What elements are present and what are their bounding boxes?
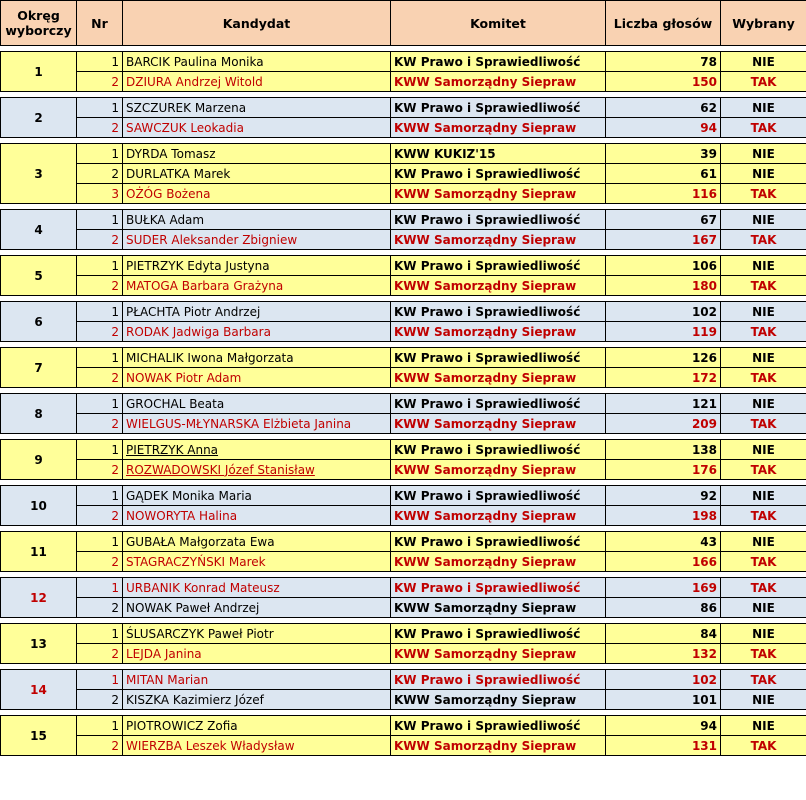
candidate-elected: TAK xyxy=(721,322,806,342)
candidate-elected: TAK xyxy=(721,460,806,480)
candidate-committee: KW Prawo i Sprawiedliwość xyxy=(391,624,606,644)
candidate-name: SAWCZUK Leokadia xyxy=(123,118,391,138)
candidate-row xyxy=(1,716,806,736)
candidate-committee: KW Prawo i Sprawiedliwość xyxy=(391,348,606,368)
candidate-votes: 176 xyxy=(606,460,721,480)
candidate-nr: 1 xyxy=(77,348,123,368)
candidate-committee: KW Prawo i Sprawiedliwość xyxy=(391,98,606,118)
district-number: 2 xyxy=(1,98,77,138)
candidate-name-text: PIETRZYK Anna xyxy=(126,442,219,457)
candidate-name: NOWAK Piotr Adam xyxy=(123,368,391,388)
candidate-committee: KWW Samorządny Siepraw xyxy=(391,72,606,92)
district-number: 3 xyxy=(1,144,77,204)
candidate-elected: TAK xyxy=(721,184,806,204)
candidate-committee: KW Prawo i Sprawiedliwość xyxy=(391,716,606,736)
candidate-elected: NIE xyxy=(721,440,806,460)
candidate-votes: 166 xyxy=(606,552,721,572)
candidate-votes: 150 xyxy=(606,72,721,92)
candidate-nr: 2 xyxy=(77,736,123,756)
candidate-name xyxy=(123,460,391,480)
candidate-elected: NIE xyxy=(721,690,806,710)
candidate-nr: 2 xyxy=(77,276,123,296)
candidate-nr: 2 xyxy=(77,368,123,388)
candidate-nr: 1 xyxy=(77,394,123,414)
candidate-votes: 78 xyxy=(606,52,721,72)
candidate-name: OŻÓG Bożena xyxy=(123,184,391,204)
candidate-name: LEJDA Janina xyxy=(123,644,391,664)
candidate-votes: 169 xyxy=(606,578,721,598)
candidate-elected: NIE xyxy=(721,532,806,552)
candidate-committee: KWW Samorządny Siepraw xyxy=(391,184,606,204)
candidate-name: PŁACHTA Piotr Andrzej xyxy=(123,302,391,322)
candidate-elected: NIE xyxy=(721,52,806,72)
candidate-committee: KW Prawo i Sprawiedliwość xyxy=(391,670,606,690)
district-number: 9 xyxy=(1,440,77,480)
candidate-elected: NIE xyxy=(721,256,806,276)
candidate-elected: NIE xyxy=(721,624,806,644)
candidate-row xyxy=(1,276,806,296)
candidate-name: MICHALIK Iwona Małgorzata xyxy=(123,348,391,368)
candidate-elected: NIE xyxy=(721,210,806,230)
candidate-committee: KWW Samorządny Siepraw xyxy=(391,506,606,526)
candidate-name: DZIURA Andrzej Witold xyxy=(123,72,391,92)
candidate-votes: 167 xyxy=(606,230,721,250)
candidate-votes: 131 xyxy=(606,736,721,756)
candidate-row xyxy=(1,52,806,72)
candidate-votes: 119 xyxy=(606,322,721,342)
candidate-nr: 2 xyxy=(77,460,123,480)
candidate-row xyxy=(1,144,806,164)
candidate-name: NOWORYTA Halina xyxy=(123,506,391,526)
candidate-nr: 1 xyxy=(77,486,123,506)
candidate-row xyxy=(1,578,806,598)
candidate-name: MATOGA Barbara Grażyna xyxy=(123,276,391,296)
candidate-elected: TAK xyxy=(721,644,806,664)
candidate-nr: 2 xyxy=(77,230,123,250)
candidate-name: SZCZUREK Marzena xyxy=(123,98,391,118)
header-glosy: Liczba głosów xyxy=(606,1,721,46)
candidate-committee: KW Prawo i Sprawiedliwość xyxy=(391,486,606,506)
candidate-name: ŚLUSARCZYK Paweł Piotr xyxy=(123,624,391,644)
candidate-nr: 1 xyxy=(77,716,123,736)
candidate-elected: NIE xyxy=(721,302,806,322)
candidate-votes: 101 xyxy=(606,690,721,710)
candidate-row xyxy=(1,552,806,572)
candidate-row xyxy=(1,368,806,388)
candidate-nr: 2 xyxy=(77,72,123,92)
candidate-votes: 121 xyxy=(606,394,721,414)
district-number: 8 xyxy=(1,394,77,434)
candidate-nr: 1 xyxy=(77,144,123,164)
district-number: 4 xyxy=(1,210,77,250)
candidate-name: KISZKA Kazimierz Józef xyxy=(123,690,391,710)
header-kandydat: Kandydat xyxy=(123,1,391,46)
district-number: 1 xyxy=(1,52,77,92)
candidate-name: BARCIK Paulina Monika xyxy=(123,52,391,72)
candidate-elected: TAK xyxy=(721,414,806,434)
candidate-row xyxy=(1,210,806,230)
candidate-elected: TAK xyxy=(721,118,806,138)
candidate-committee: KWW Samorządny Siepraw xyxy=(391,460,606,480)
candidate-row xyxy=(1,440,806,460)
candidate-row xyxy=(1,302,806,322)
candidate-committee: KW Prawo i Sprawiedliwość xyxy=(391,440,606,460)
candidate-committee: KW Prawo i Sprawiedliwość xyxy=(391,578,606,598)
candidate-elected: NIE xyxy=(721,394,806,414)
candidate-elected: NIE xyxy=(721,164,806,184)
candidate-elected: TAK xyxy=(721,506,806,526)
candidate-name: RODAK Jadwiga Barbara xyxy=(123,322,391,342)
candidate-nr: 1 xyxy=(77,578,123,598)
candidate-votes: 102 xyxy=(606,302,721,322)
candidate-row xyxy=(1,394,806,414)
candidate-name: DURLATKA Marek xyxy=(123,164,391,184)
candidate-name: GĄDEK Monika Maria xyxy=(123,486,391,506)
candidate-committee: KWW Samorządny Siepraw xyxy=(391,368,606,388)
candidate-committee: KWW Samorządny Siepraw xyxy=(391,118,606,138)
header-nr: Nr xyxy=(77,1,123,46)
candidate-row xyxy=(1,532,806,552)
candidate-committee: KWW Samorządny Siepraw xyxy=(391,736,606,756)
candidate-name: WIELGUS-MŁYNARSKA Elżbieta Janina xyxy=(123,414,391,434)
candidate-name: PIETRZYK Edyta Justyna xyxy=(123,256,391,276)
header-wybrany: Wybrany xyxy=(721,1,806,46)
candidate-votes: 94 xyxy=(606,716,721,736)
header-row xyxy=(1,1,806,46)
results-body xyxy=(1,46,806,756)
candidate-nr: 1 xyxy=(77,624,123,644)
candidate-committee: KWW Samorządny Siepraw xyxy=(391,598,606,618)
candidate-committee: KW Prawo i Sprawiedliwość xyxy=(391,302,606,322)
candidate-row xyxy=(1,506,806,526)
candidate-committee: KWW Samorządny Siepraw xyxy=(391,552,606,572)
district-number: 15 xyxy=(1,716,77,756)
candidate-votes: 138 xyxy=(606,440,721,460)
candidate-votes: 86 xyxy=(606,598,721,618)
candidate-row xyxy=(1,690,806,710)
candidate-name-text: ROZWADOWSKI Józef Stanisław xyxy=(126,462,315,477)
candidate-committee: KW Prawo i Sprawiedliwość xyxy=(391,52,606,72)
candidate-name: URBANIK Konrad Mateusz xyxy=(123,578,391,598)
candidate-name: PIOTROWICZ Zofia xyxy=(123,716,391,736)
candidate-row xyxy=(1,230,806,250)
candidate-votes: 43 xyxy=(606,532,721,552)
candidate-committee: KW Prawo i Sprawiedliwość xyxy=(391,394,606,414)
candidate-votes: 94 xyxy=(606,118,721,138)
candidate-votes: 92 xyxy=(606,486,721,506)
candidate-row xyxy=(1,164,806,184)
candidate-name: BUŁKA Adam xyxy=(123,210,391,230)
candidate-nr: 1 xyxy=(77,532,123,552)
candidate-votes: 180 xyxy=(606,276,721,296)
candidate-elected: TAK xyxy=(721,552,806,572)
candidate-name: GUBAŁA Małgorzata Ewa xyxy=(123,532,391,552)
candidate-elected: TAK xyxy=(721,670,806,690)
candidate-elected: NIE xyxy=(721,98,806,118)
candidate-name: DYRDA Tomasz xyxy=(123,144,391,164)
district-number: 13 xyxy=(1,624,77,664)
candidate-nr: 2 xyxy=(77,506,123,526)
candidate-name: SUDER Aleksander Zbigniew xyxy=(123,230,391,250)
district-number: 12 xyxy=(1,578,77,618)
candidate-votes: 126 xyxy=(606,348,721,368)
candidate-committee: KWW Samorządny Siepraw xyxy=(391,414,606,434)
candidate-committee: KWW Samorządny Siepraw xyxy=(391,644,606,664)
candidate-votes: 198 xyxy=(606,506,721,526)
candidate-committee: KW Prawo i Sprawiedliwość xyxy=(391,164,606,184)
candidate-row xyxy=(1,486,806,506)
candidate-votes: 209 xyxy=(606,414,721,434)
candidate-committee: KWW Samorządny Siepraw xyxy=(391,276,606,296)
candidate-row xyxy=(1,644,806,664)
district-number: 11 xyxy=(1,532,77,572)
candidate-votes: 132 xyxy=(606,644,721,664)
candidate-nr: 2 xyxy=(77,118,123,138)
district-number: 5 xyxy=(1,256,77,296)
candidate-nr: 1 xyxy=(77,440,123,460)
candidate-nr: 1 xyxy=(77,98,123,118)
candidate-elected: TAK xyxy=(721,578,806,598)
candidate-row xyxy=(1,414,806,434)
candidate-committee: KW Prawo i Sprawiedliwość xyxy=(391,210,606,230)
candidate-votes: 102 xyxy=(606,670,721,690)
candidate-elected: NIE xyxy=(721,716,806,736)
candidate-nr: 2 xyxy=(77,414,123,434)
candidate-name: GROCHAL Beata xyxy=(123,394,391,414)
candidate-row xyxy=(1,736,806,756)
candidate-committee: KWW KUKIZ'15 xyxy=(391,144,606,164)
candidate-name xyxy=(123,440,391,460)
candidate-elected: NIE xyxy=(721,486,806,506)
candidate-name: STAGRACZYŃSKI Marek xyxy=(123,552,391,572)
candidate-row xyxy=(1,460,806,480)
candidate-row xyxy=(1,322,806,342)
candidate-elected: TAK xyxy=(721,736,806,756)
candidate-votes: 67 xyxy=(606,210,721,230)
candidate-committee: KWW Samorządny Siepraw xyxy=(391,690,606,710)
candidate-elected: NIE xyxy=(721,598,806,618)
candidate-nr: 1 xyxy=(77,210,123,230)
candidate-nr: 2 xyxy=(77,644,123,664)
candidate-committee: KWW Samorządny Siepraw xyxy=(391,322,606,342)
candidate-row xyxy=(1,72,806,92)
candidate-name: MITAN Marian xyxy=(123,670,391,690)
district-number: 6 xyxy=(1,302,77,342)
candidate-nr: 3 xyxy=(77,184,123,204)
candidate-votes: 106 xyxy=(606,256,721,276)
candidate-nr: 1 xyxy=(77,670,123,690)
candidate-row xyxy=(1,598,806,618)
candidate-elected: TAK xyxy=(721,230,806,250)
candidate-votes: 84 xyxy=(606,624,721,644)
candidate-elected: TAK xyxy=(721,368,806,388)
district-number: 7 xyxy=(1,348,77,388)
candidate-votes: 172 xyxy=(606,368,721,388)
candidate-row xyxy=(1,184,806,204)
candidate-row xyxy=(1,670,806,690)
candidate-votes: 61 xyxy=(606,164,721,184)
candidate-votes: 62 xyxy=(606,98,721,118)
candidate-nr: 2 xyxy=(77,322,123,342)
candidate-nr: 2 xyxy=(77,598,123,618)
district-number: 14 xyxy=(1,670,77,710)
candidate-row xyxy=(1,98,806,118)
candidate-committee: KW Prawo i Sprawiedliwość xyxy=(391,532,606,552)
candidate-row xyxy=(1,624,806,644)
candidate-row xyxy=(1,256,806,276)
candidate-name: NOWAK Paweł Andrzej xyxy=(123,598,391,618)
header-okreg: Okręg wyborczy xyxy=(1,1,77,46)
candidate-row xyxy=(1,348,806,368)
candidate-nr: 1 xyxy=(77,52,123,72)
candidate-elected: NIE xyxy=(721,348,806,368)
candidate-nr: 2 xyxy=(77,164,123,184)
candidate-nr: 2 xyxy=(77,690,123,710)
candidate-nr: 1 xyxy=(77,256,123,276)
candidate-elected: TAK xyxy=(721,276,806,296)
candidate-committee: KWW Samorządny Siepraw xyxy=(391,230,606,250)
candidate-row xyxy=(1,118,806,138)
header-komitet: Komitet xyxy=(391,1,606,46)
candidate-nr: 1 xyxy=(77,302,123,322)
candidate-votes: 116 xyxy=(606,184,721,204)
candidate-nr: 2 xyxy=(77,552,123,572)
candidate-committee: KW Prawo i Sprawiedliwość xyxy=(391,256,606,276)
candidate-name: WIERZBA Leszek Władysław xyxy=(123,736,391,756)
candidate-elected: TAK xyxy=(721,72,806,92)
candidate-votes: 39 xyxy=(606,144,721,164)
district-number: 10 xyxy=(1,486,77,526)
candidate-elected: NIE xyxy=(721,144,806,164)
